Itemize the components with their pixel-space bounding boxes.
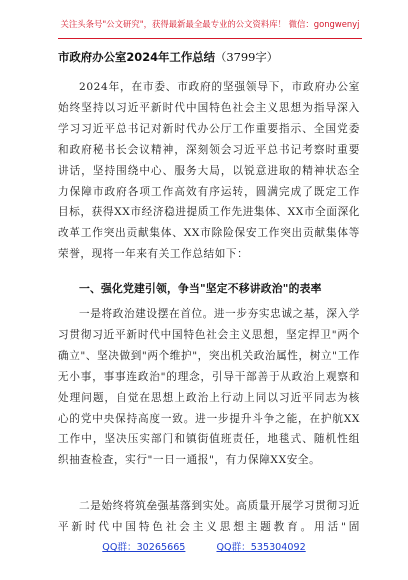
section1-paragraph-1: [58, 304, 360, 471]
footer-qq-group-1[interactable]: QQ群：30265665: [102, 542, 186, 553]
section-heading-1: 一、强化党建引领，争当"坚定不移讲政治"的表率: [79, 282, 322, 295]
header-divider: [58, 38, 362, 39]
intro-text: 2024年，在市委、市政府的坚强领导下，市政府办公室始终坚持以习近平新时代中国特色社会主义思想为指导深入学习习近平总书记对新时代办公厅工作重要指示、全国党委和政府秘书长会议精神，深刻领会习近平总书记考察时重要讲话，坚持围绕中心、服务大局，以锐意进取的精神状态全力保障市政府各项工作高效有序运转，圆满完成了既定工作目标，获得XX市经济稳进提质工作先进集体、XX市全面深化改革工作突出贡献集体、XX市除险保安工作突出贡献集体等荣誉，现将一年来有关工作总结如下：: [58, 81, 360, 261]
section1-p2-text: 二是始终将筑垒强基落到实处。高质量开展学习贯彻习近平新时代中国特色社会主义思想主题教育。用活"固: [58, 500, 360, 533]
word-count: （3799字）: [215, 50, 279, 64]
footer-qq-group-2[interactable]: QQ群：535304092: [216, 542, 306, 553]
title-text: 市政府办公室2024年工作总结: [58, 50, 215, 64]
section1-p1-text: 一是将政治建设摆在首位。进一步夯实忠诚之基，深入学习贯彻习近平新时代中国特色社会主义思想，坚定捍卫"两个确立"、坚决做到"两个维护"，突出机关政治属性，树立"工作无小事，事事连政治"的理念，引导干部善于从政治上观察和处理问题，自觉在思想上政治上行动上同以习近平同志为核心的党中央保持高度一致。进一步提升斗争之能，在护航XX工作中，坚决压实部门和镇街值班责任，地毯式、随机性组织抽查检查，实行"一日一通报"，有力保障XX安全。: [58, 308, 360, 467]
footer-contacts: [0, 539, 408, 553]
intro-paragraph: [58, 77, 360, 265]
header-banner: 关注头条号"公文研究"，获得最新最全最专业的公文资料库！ 微信：gongwenyj: [60, 19, 360, 29]
section1-paragraph-2: [58, 496, 360, 538]
document-title: [58, 49, 368, 65]
